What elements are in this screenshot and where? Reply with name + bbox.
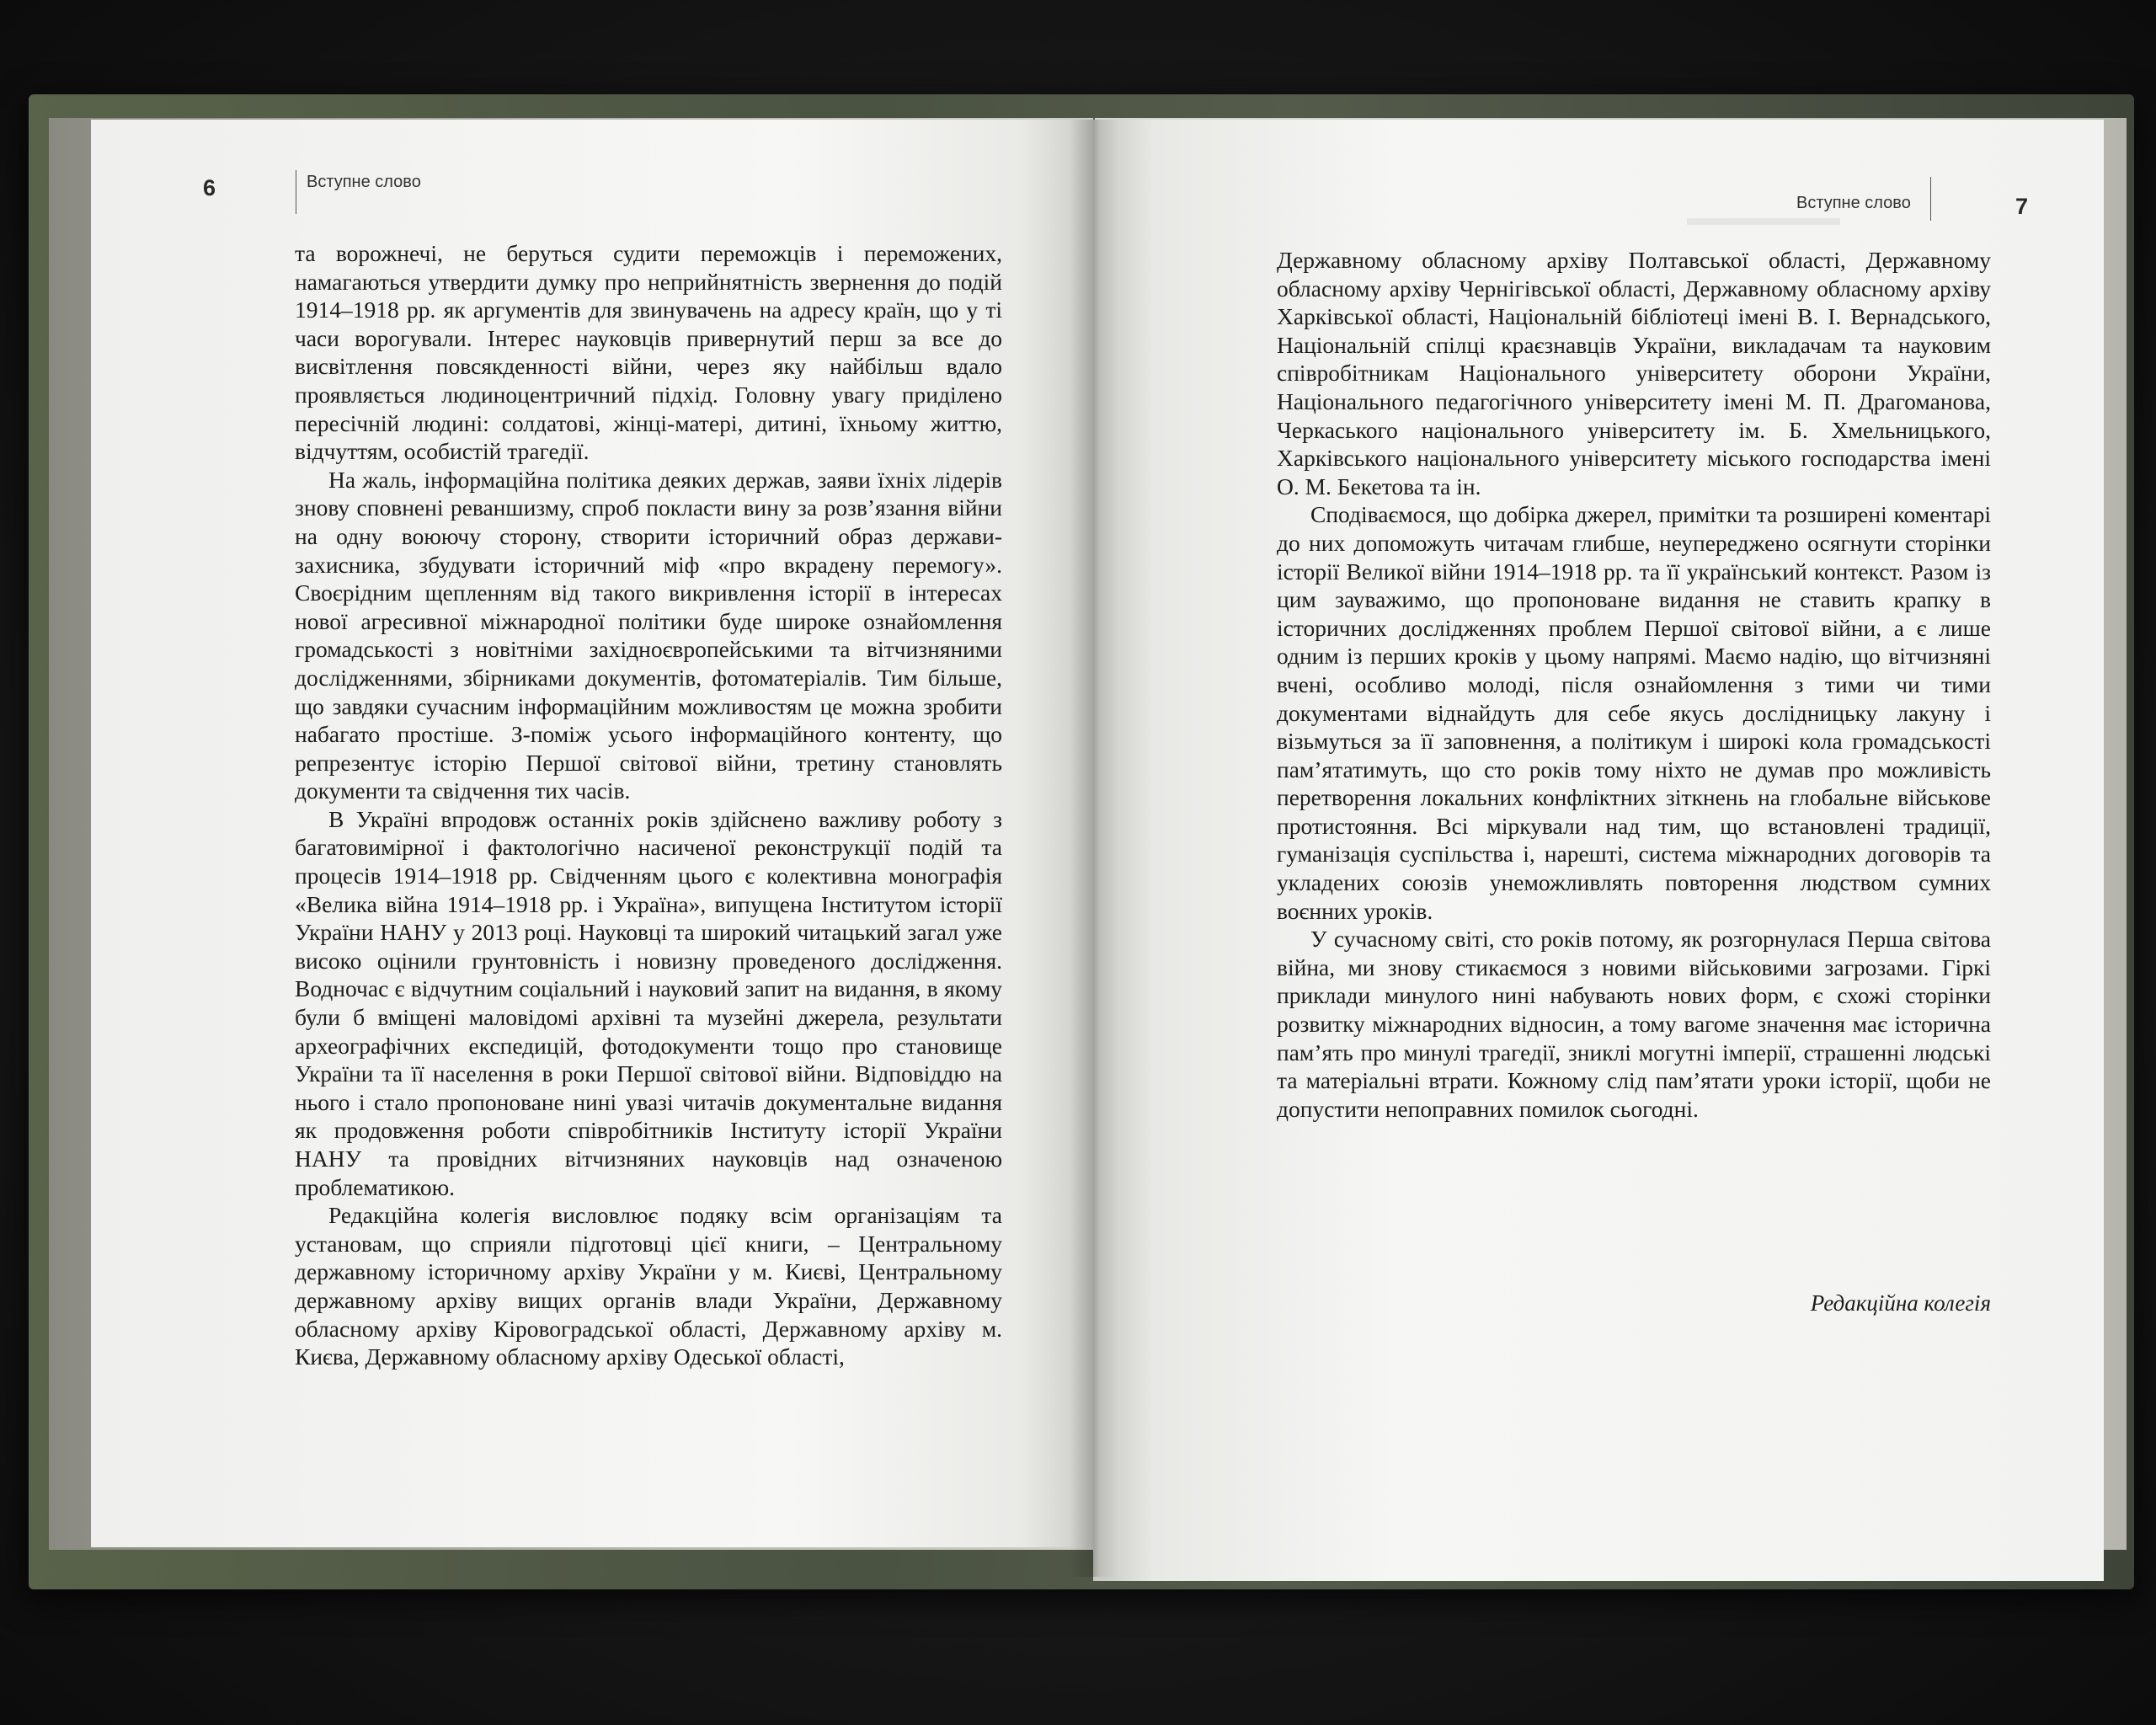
right-page	[1093, 120, 2104, 1581]
paragraph: Державному обласному архіву Полтавської області, Державному обласному архіву Чернігівської області, Державному обласному архіву Харківської області, Національній бібліотеці імені В. І. Вернадського, Національній спілці краєзнавців України, викладачам та науковим співробітникам Національного університету оборони України, Національного педагогічного університету імені М. П. Драгоманова, Черкаського національного університету ім. Б. Хмельницького, Харківського національного університету міського господарства імені О. М. Бекетова та ін.	[1277, 247, 1991, 499]
show-through-print: ▬▬▬▬▬▬▬	[1687, 206, 1840, 230]
paragraph: На жаль, інформаційна політика деяких держав, заяви їхніх лідерів знову сповнені реваншизму, спроб покласти вину за розв’язання війни на одну воюючу сторону, створити історичний образ держави-захисника, збудувати історичний міф «про вкрадену перемогу». Своєрідним щепленням від такого викривлення історії в інтересах нової агресивної міжнародної політики буде широке ознайомлення громадськості з новітніми західноєвропейськими та вітчизняними дослідженнями, збірниками документів, фотоматеріалів. Тим більше, що завдяки сучасним інформаційним можливостям це можна зробити набагато простіше. З-поміж усього інформаційного контенту, що репрезентує історію Першої світової війни, третину становлять документи та свідчення тих часів.	[295, 466, 1002, 804]
paragraph: Редакційна колегія висловлює подяку всім організаціям та установам, що сприяли підготовці цієї книги, – Центральному державному історичному архіву України у м. Києві, Центральному державному архіву вищих органів влади України, Державному обласному архіву Кіровоградської області, Державному архіву м. Києва, Державному обласному архіву Одеської області,	[295, 1202, 1002, 1370]
book-gutter	[1070, 120, 1120, 1577]
header-divider	[1930, 177, 1931, 221]
paragraph: та ворожнечі, не беруться судити переможців і переможених, намагаються утвердити думку про неприйнятність звернення до подій 1914–1918 рр. як аргументів для звинувачень на адресу країн, що у ті часи ворогували. Інтерес науковців привернутий перш за все до висвітлення повсякденності війни, через яку найбільш вдало проявляється людиноцентричний підхід. Головну увагу приділено пересічній людині: солдатові, жінці-матері, дитині, їхньому життю, відчуттям, особистій трагедії.	[295, 240, 1002, 465]
paragraph: У сучасному світі, сто років потому, як розгорнулася Перша світова війна, ми знову стикаємося з новими військовими загрозами. Гіркі приклади минулого нині набувають нових форм, є схожі сторінки розвитку міжнародних відносин, а тому вагоме значення має історична пам’ять про минулі трагедії, зниклі могутні імперії, страшенні людські та матеріальні втрати. Кожному слід пам’ятати уроки історії, щоби не допустити непоправних помилок сьогодні.	[1277, 926, 1991, 1122]
paragraph: Сподіваємося, що добірка джерел, примітки та розширені коментарі до них допоможуть читачам глибше, неупереджено осягнути сторінки історії Великої війни 1914–1918 рр. та її український контекст. Разом із цим зауважимо, що пропоноване видання не ставить крапку в історичних дослідженнях проблем Першої світової війни, а є лише одним із перших кроків у цьому напрямі. Маємо надію, що вітчизняні вчені, особливо молоді, після ознайомлення з тими чи тими документами віднайдуть для себе якусь дослідницьку лакуну і візьмуться за її заповнення, а політикум і широкі кола громадськості пам’ятатимуть, що сто років тому ніхто не думав про можливість перетворення локальних конфліктних зіткнень на глобальне військове протистояння. Всі міркували над тим, що встановлені традиції, гуманізація суспільства і, нарешті, система міжнародних договорів та укладених союзів унеможливлять повторення людством сумних воєнних уроків.	[1277, 501, 1991, 924]
page-number: 6	[203, 175, 216, 200]
running-head: Вступне слово	[1796, 194, 1911, 212]
running-head: Вступне слово	[307, 173, 421, 191]
left-page-body	[295, 239, 1002, 1371]
paragraph: В Україні впродовж останніх років здійснено важливу роботу з багатовимірної і фактологічно насиченої реконструкції подій та процесів 1914–1918 рр. Свідченням цього є колективна монографія «Велика війна 1914–1918 рр. і Україна», випущена Інститутом історії України НАНУ у 2013 році. Науковці та широкий читацький загал уже високо оцінили грунтовність і новизну проведеного дослідження. Водночас є відчутним соціальний і науковий запит на видання, в якому були б вміщені маловідомі архівні та музейні джерела, результати археографічних експедицій, фотодокументи тощо про становище України та її населення в роки Першої світової війни. Відповіддю на нього і стало пропоноване нині увазі читачів документальне видання як продовження роботи співробітників Інституту історії України НАНУ та провідних вітчизняних науковців над означеною проблематикою.	[295, 805, 1002, 1200]
left-page	[91, 120, 1093, 1547]
right-page-body	[1277, 246, 1991, 1123]
page-number: 7	[2015, 194, 2029, 219]
signature: Редакційна колегія	[1810, 1290, 1991, 1316]
